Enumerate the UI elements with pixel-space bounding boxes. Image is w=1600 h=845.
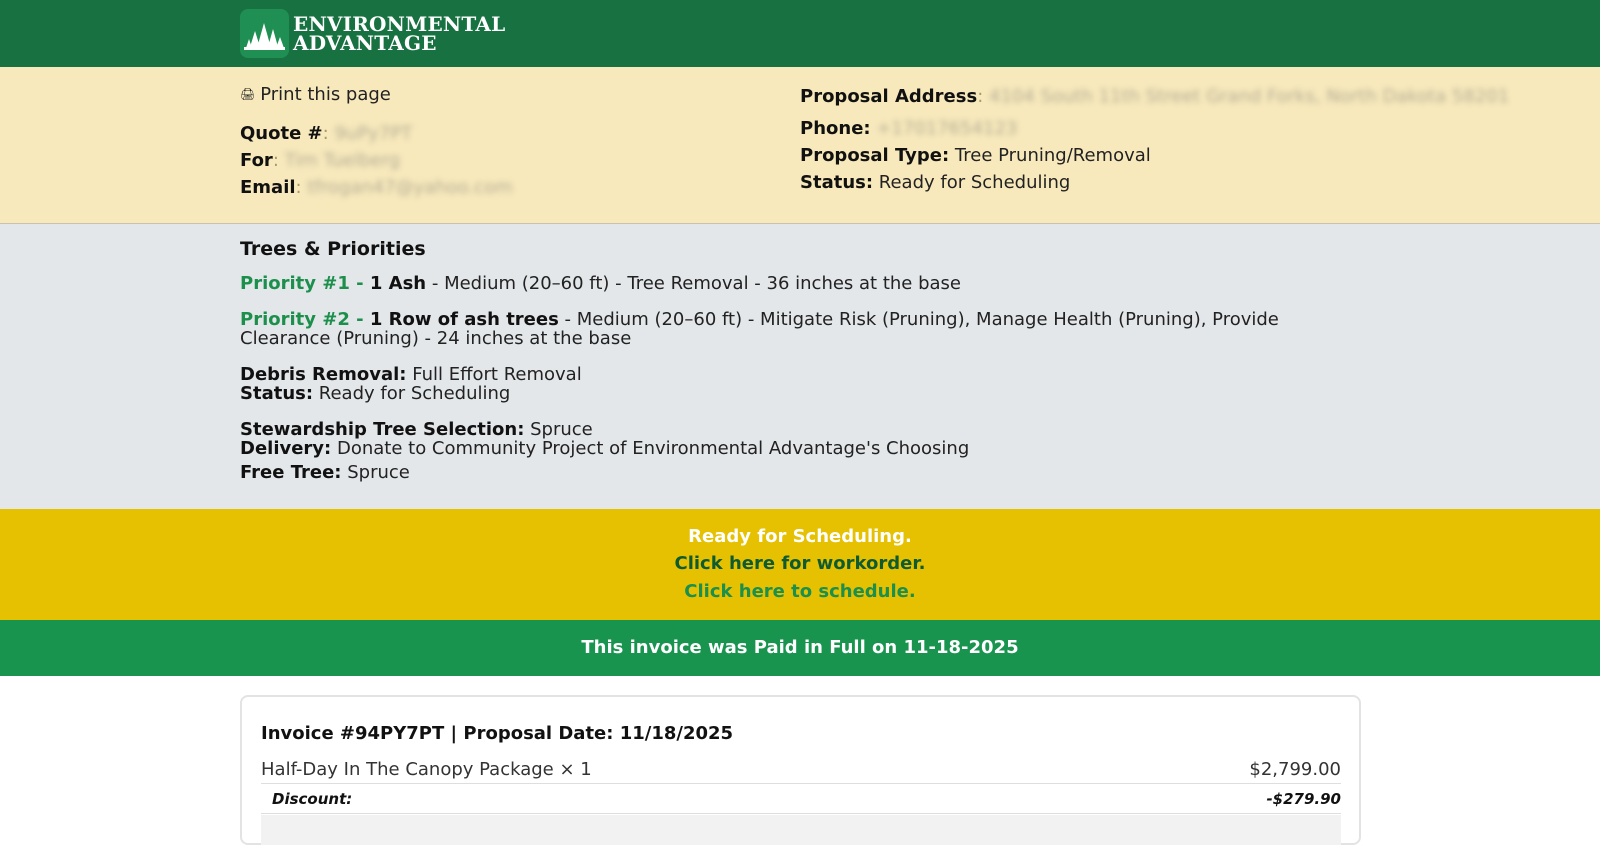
- free-tree-row: [240, 463, 1360, 482]
- priority-item: [240, 310, 1360, 348]
- line-item-description: Half-Day In The Canopy Package × 1: [261, 759, 592, 780]
- line-item-amount: $2,799.00: [1249, 759, 1341, 780]
- invoice-discount-row: [261, 785, 1341, 814]
- free-tree-value: Spruce: [341, 462, 410, 483]
- debris-value: Full Effort Removal: [406, 364, 582, 385]
- proposal-info-panel: [0, 67, 1600, 224]
- priority-tree-name: 1 Row of ash trees: [369, 309, 559, 330]
- proposal-type-row: [800, 142, 1360, 169]
- paid-message: This invoice was Paid in Full on 11-18-2025: [581, 637, 1019, 658]
- delivery-row: [240, 439, 1360, 458]
- priority-tree-name: 1 Ash: [369, 273, 427, 294]
- email-value[interactable]: tfrogan47@yahoo.com: [307, 177, 513, 198]
- workorder-link[interactable]: Click here for workorder.: [674, 553, 926, 574]
- tree-status-label: Status:: [240, 383, 314, 404]
- discount-label: Discount:: [272, 790, 353, 808]
- phone-value[interactable]: +17017654123: [876, 118, 1018, 139]
- address-value: 4104 South 11th Street Grand Forks, North Dakota 58201: [989, 86, 1510, 107]
- debris-label: Debris Removal:: [240, 364, 407, 385]
- stewardship-label: Stewardship Tree Selection:: [240, 419, 525, 440]
- for-row: For: Tim Tuelberg: [240, 150, 401, 171]
- proposal-type-value: Tree Pruning/Removal: [954, 145, 1151, 166]
- priority-label: Priority #2 -: [240, 309, 370, 330]
- info-right-column: [800, 83, 1510, 196]
- schedule-link[interactable]: Click here to schedule.: [684, 581, 916, 602]
- status-row: [800, 169, 1360, 196]
- email-row: Email: tfrogan47@yahoo.com: [240, 177, 513, 198]
- priority-details: - Medium (20–60 ft) - Tree Removal - 36 inches at the base: [426, 273, 962, 294]
- for-value: Tim Tuelberg: [284, 150, 401, 171]
- paid-banner: [0, 620, 1600, 676]
- quote-row: Quote #: 9uPy7PT: [240, 123, 413, 144]
- for-label: For: [240, 150, 273, 171]
- tree-status-value: Ready for Scheduling: [313, 383, 511, 404]
- tree-logo-icon: [240, 9, 289, 58]
- priority-label: Priority #1 -: [240, 273, 370, 294]
- brand-line-2: ADVANTAGE: [293, 30, 437, 55]
- phone-row: [800, 115, 1360, 142]
- address-row: Proposal Address: 4104 South 11th Street Grand Forks, North Dakota 58201: [800, 86, 1510, 107]
- quote-value: 9uPy7PT: [334, 123, 413, 144]
- printer-icon: 🖨: [240, 87, 256, 101]
- invoice-line-item: [261, 756, 1341, 784]
- brand-logo[interactable]: [240, 9, 505, 58]
- debris-removal-row: [240, 365, 1360, 384]
- tree-status-row: [240, 384, 1360, 403]
- section-title: Trees & Priorities: [240, 238, 426, 260]
- email-label: Email: [240, 177, 296, 198]
- ready-message: Ready for Scheduling.: [688, 526, 912, 547]
- address-label: Proposal Address: [800, 86, 978, 107]
- site-header: [0, 0, 1600, 67]
- print-page-link[interactable]: [240, 83, 760, 105]
- discount-amount: -$279.90: [1266, 790, 1341, 808]
- print-label: Print this page: [260, 83, 391, 105]
- delivery-value: Donate to Community Project of Environmental Advantage's Choosing: [331, 438, 970, 459]
- brand-name: [293, 11, 506, 55]
- stewardship-row: [240, 420, 1360, 439]
- invoice-card: [240, 695, 1361, 845]
- priority-item: [240, 274, 1360, 293]
- proposal-type-label: Proposal Type:: [800, 145, 950, 166]
- phone-label: Phone:: [800, 118, 871, 139]
- stewardship-value: Spruce: [524, 419, 593, 440]
- trees-priorities-section: [0, 224, 1600, 509]
- delivery-label: Delivery:: [240, 438, 332, 459]
- free-tree-label: Free Tree:: [240, 462, 342, 483]
- priority-details: - Medium (20–60 ft) - Mitigate Risk (Pruning), Manage Health (Pruning), Provide Clearance (Pruning) - 24 inches at the base: [240, 309, 1279, 349]
- brand-line-1: ENVIRONMENTAL: [293, 11, 506, 36]
- info-left-column: [240, 83, 760, 201]
- quote-label: Quote #: [240, 123, 323, 144]
- invoice-next-row: [261, 815, 1341, 845]
- status-value: Ready for Scheduling: [878, 172, 1071, 193]
- status-label: Status:: [800, 172, 874, 193]
- scheduling-banner: [0, 509, 1600, 620]
- invoice-title: Invoice #94PY7PT | Proposal Date: 11/18/2025: [261, 723, 734, 744]
